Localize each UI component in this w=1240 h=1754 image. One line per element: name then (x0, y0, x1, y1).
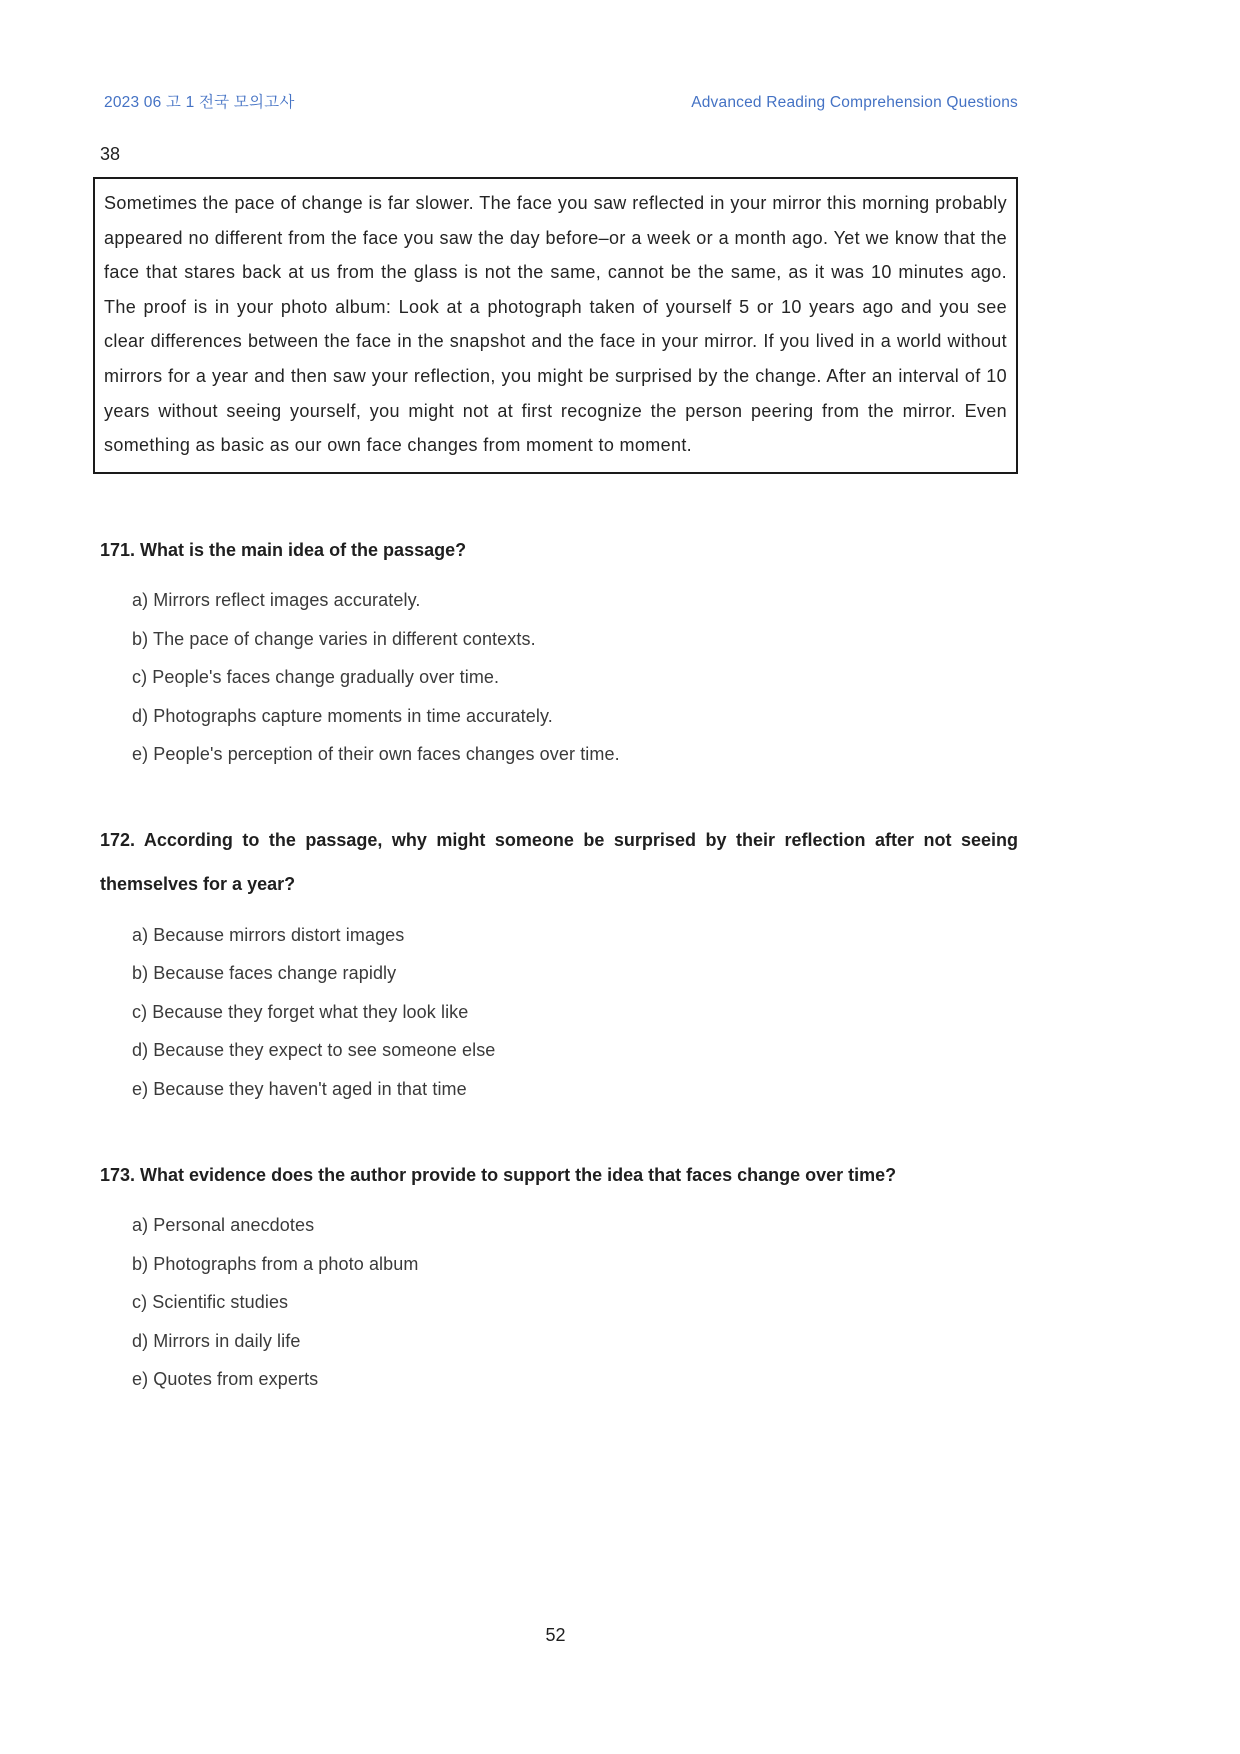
passage-text: Sometimes the pace of change is far slower. The face you saw reflected in your mirror this morning probably appeared no different from the face you saw the day before–or a week or a month ago. Yet we know that the face that stares back at us from the glass is not the same, cannot be the same, as it was 10 minutes ago. The proof is in your photo album: Look at a photograph taken of yourself 5 or 10 years ago and you see clear differences between the face in the snapshot and the face in your mirror. If you lived in a world without mirrors for a year and then saw your reflection, you might be surprised by the change. After an interval of 10 years without seeing yourself, you might not at first recognize the person peering from the mirror. Even something as basic as our own face changes from moment to moment. (104, 193, 1007, 456)
passage-number: 38 (100, 144, 121, 164)
page-content (93, 0, 1018, 1389)
question-heading: 171. What is the main idea of the passage? (100, 539, 467, 560)
answer-option: a) Personal anecdotes (132, 1215, 315, 1236)
answer-option: e) Quotes from experts (132, 1369, 319, 1390)
question-heading: 172. According to the passage, why might someone be surprised by their reflection after not seeing themselves for a year? (100, 830, 1018, 895)
answer-option: d) Because they expect to see someone else (132, 1040, 496, 1061)
answer-option: c) Scientific studies (132, 1292, 289, 1313)
question-172 (93, 818, 1018, 1099)
answer-option: e) Because they haven't aged in that time (132, 1078, 467, 1099)
passage-box (93, 177, 1018, 474)
answer-option: c) People's faces change gradually over time. (132, 667, 500, 688)
question-heading: 173. What evidence does the author provide to support the idea that faces change over time? (100, 1164, 897, 1185)
answer-option: b) Because faces change rapidly (132, 963, 397, 984)
header-right-title: Advanced Reading Comprehension Questions (691, 94, 1018, 111)
answer-option: b) The pace of change varies in different contexts. (132, 628, 536, 649)
page-header (93, 90, 1018, 112)
answer-option: a) Mirrors reflect images accurately. (132, 590, 421, 611)
answer-option: c) Because they forget what they look like (132, 1001, 469, 1022)
question-173 (93, 1153, 1018, 1390)
question-171 (93, 528, 1018, 765)
answer-option: d) Mirrors in daily life (132, 1330, 301, 1351)
answer-option: a) Because mirrors distort images (132, 924, 405, 945)
page-number: 52 (545, 1625, 566, 1645)
answer-option: d) Photographs capture moments in time accurately. (132, 705, 553, 726)
header-left-title: 2023 06 고 1 전국 모의고사 (104, 94, 295, 111)
answer-option: b) Photographs from a photo album (132, 1253, 419, 1274)
answer-option: e) People's perception of their own faces changes over time. (132, 744, 620, 765)
